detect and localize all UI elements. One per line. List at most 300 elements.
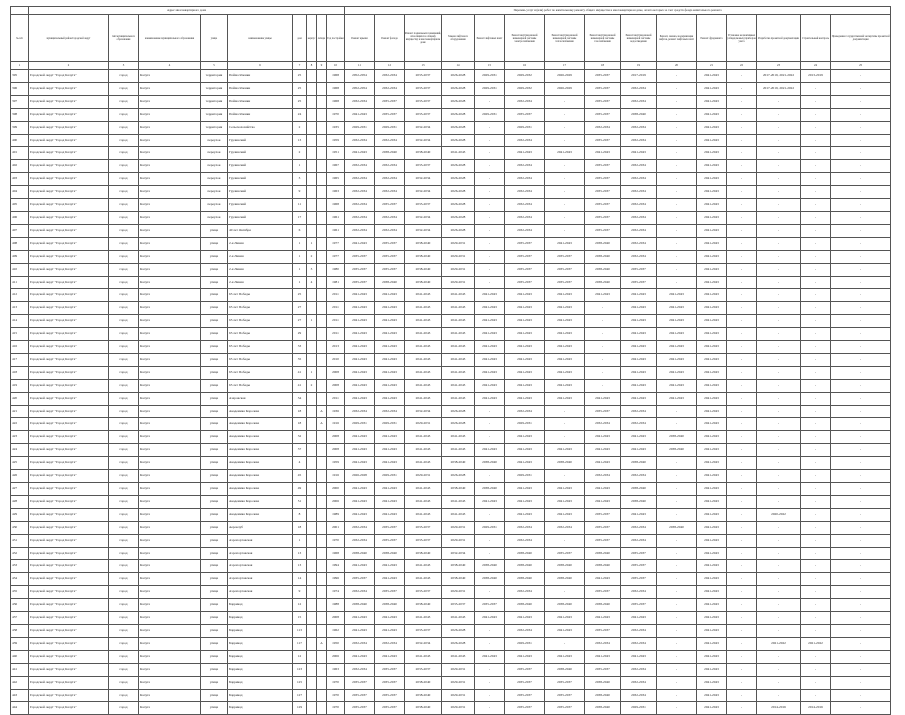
table-cell: Городской округ "Город Калуга" xyxy=(29,650,109,663)
table-cell xyxy=(307,495,317,508)
table-cell: переулок xyxy=(201,173,228,186)
table-cell: - xyxy=(757,199,801,212)
table-cell: 2026-2028 xyxy=(442,405,475,418)
table-cell: 2035-2037 xyxy=(375,521,405,534)
table-cell: - xyxy=(657,199,697,212)
column-header: дом xyxy=(293,15,307,62)
table-cell: - xyxy=(727,237,757,250)
table-cell: - xyxy=(801,457,831,470)
table-cell: 1970 xyxy=(327,534,345,547)
table-cell: 1968 xyxy=(327,95,345,108)
table-cell: 2038-2040 xyxy=(442,560,475,573)
table-cell xyxy=(307,186,317,199)
table-cell: 434 xyxy=(11,573,29,586)
table-cell: 1936 xyxy=(327,405,345,418)
table-cell: 1994 xyxy=(327,560,345,573)
table-cell: Калуга xyxy=(139,160,201,173)
table-cell: 2038-2040 xyxy=(545,599,585,612)
table-cell: 416 xyxy=(11,341,29,354)
column-number: 1 xyxy=(11,62,29,70)
table-cell: 2041-2043 xyxy=(475,392,505,405)
column-number: 10 xyxy=(327,62,345,70)
table-cell: 2038-2040 xyxy=(545,573,585,586)
table-cell: 2026-2028 xyxy=(442,199,475,212)
table-cell: 2008 xyxy=(327,431,345,444)
table-cell: - xyxy=(657,470,697,483)
table-cell: город xyxy=(109,431,139,444)
table-cell: - xyxy=(801,276,831,289)
table-cell: 15 xyxy=(293,612,307,625)
table-cell: 1970 xyxy=(327,689,345,702)
table-cell: 2052-2054 xyxy=(345,70,375,83)
table-cell: 2041-2043 xyxy=(545,341,585,354)
table-cell: Грузинский xyxy=(228,186,293,199)
table-cell: - xyxy=(757,328,801,341)
table-cell: 65 лет Победы xyxy=(228,366,293,379)
table-cell: улица xyxy=(201,328,228,341)
table-cell xyxy=(307,70,317,83)
table-cell: 417 xyxy=(11,353,29,366)
table-cell: 2029-2031 xyxy=(505,121,545,134)
table-cell: 429 xyxy=(11,508,29,521)
table-cell: 2038-2040 xyxy=(657,521,697,534)
table-cell: 2035-2037 xyxy=(375,689,405,702)
table-cell xyxy=(307,624,317,637)
table-cell: 2041-2043 xyxy=(442,508,475,521)
table-cell: Городской округ "Город Калуга" xyxy=(29,147,109,160)
table-cell: город xyxy=(109,328,139,341)
table-cell: 2041-2043 xyxy=(697,624,727,637)
table-cell: - xyxy=(727,599,757,612)
table-cell xyxy=(317,521,327,534)
column-header: улица xyxy=(201,15,228,62)
table-cell: - xyxy=(757,650,801,663)
table-cell: улица xyxy=(201,495,228,508)
table-cell: - xyxy=(545,418,585,431)
table-cell: 2032-2034 xyxy=(405,186,442,199)
table-cell: 2035-2037 xyxy=(375,663,405,676)
table-cell: 2035-2037 xyxy=(545,250,585,263)
column-header: Замена лифтового оборудования xyxy=(442,15,475,62)
table-cell: - xyxy=(585,302,621,315)
table-row xyxy=(11,405,891,418)
table-cell: - xyxy=(801,431,831,444)
table-cell: город xyxy=(109,676,139,689)
table-cell: 2041-2043 xyxy=(697,392,727,405)
table-cell: 2041-2043 xyxy=(621,508,657,521)
table-cell: 2041-2043 xyxy=(345,289,375,302)
table-cell: - xyxy=(727,586,757,599)
table-cell: - xyxy=(475,663,505,676)
table-cell: 2041-2043 xyxy=(697,457,727,470)
table-cell xyxy=(317,612,327,625)
table-cell: - xyxy=(757,431,801,444)
table-cell: Городской округ "Город Калуга" xyxy=(29,302,109,315)
table-cell: 2032-2034 xyxy=(621,405,657,418)
table-cell: 2032-2034 xyxy=(505,405,545,418)
table-cell: 2032-2034 xyxy=(345,405,375,418)
table-cell xyxy=(317,353,327,366)
table-cell xyxy=(317,341,327,354)
table-cell: 2032-2034 xyxy=(375,134,405,147)
table-cell: 403 xyxy=(11,173,29,186)
table-cell: 1968 xyxy=(327,547,345,560)
table-cell: город xyxy=(109,418,139,431)
column-header: Ремонт лифтовых шахт xyxy=(475,15,505,62)
table-cell: Калуга xyxy=(139,82,201,95)
table-cell: 2041-2043 xyxy=(697,560,727,573)
table-cell: 2032-2034 xyxy=(345,173,375,186)
table-cell: 2035-2037 xyxy=(585,199,621,212)
table-cell: 2032-2034 xyxy=(505,534,545,547)
table-cell: 2041-2043 xyxy=(405,341,442,354)
table-cell: город xyxy=(109,186,139,199)
table-cell: 407 xyxy=(11,224,29,237)
table-cell xyxy=(317,302,327,315)
table-cell: 2041-2043 xyxy=(345,457,375,470)
table-cell: 2041-2043 xyxy=(697,444,727,457)
table-row xyxy=(11,160,891,173)
column-header: наименование улицы xyxy=(228,15,293,62)
table-cell: 1963 xyxy=(327,663,345,676)
table-cell: город xyxy=(109,353,139,366)
table-cell: 2038-2040 xyxy=(442,483,475,496)
table-cell: 2041-2043 xyxy=(442,328,475,341)
table-cell: 2035-2037 xyxy=(621,276,657,289)
table-cell xyxy=(307,405,317,418)
table-cell: 2041-2043 xyxy=(405,392,442,405)
table-cell: улица xyxy=(201,650,228,663)
table-cell: - xyxy=(801,263,831,276)
table-cell: - xyxy=(727,573,757,586)
table-cell: 2041-2043 xyxy=(345,237,375,250)
table-cell xyxy=(317,276,327,289)
group-address: Адрес многоквартирного дома xyxy=(29,7,345,15)
table-cell: - xyxy=(727,405,757,418)
table-cell: Калуга xyxy=(139,702,201,715)
table-cell: 45 xyxy=(293,470,307,483)
table-cell: 2035-2037 xyxy=(505,263,545,276)
table-cell: 411 xyxy=(11,276,29,289)
table-cell: 25 xyxy=(293,70,307,83)
table-cell: 2041-2043 xyxy=(405,650,442,663)
table-cell: 2041-2043 xyxy=(375,560,405,573)
table-cell xyxy=(317,95,327,108)
table-cell: 2032-2034 xyxy=(621,624,657,637)
table-cell: Азаровская xyxy=(228,392,293,405)
table-cell: - xyxy=(657,650,697,663)
table-cell: - xyxy=(757,341,801,354)
table-cell: 430 xyxy=(11,521,29,534)
table-cell: улица xyxy=(201,302,228,315)
table-cell: - xyxy=(475,250,505,263)
table-cell: 2041-2043 xyxy=(621,328,657,341)
table-cell: 2032-2034 xyxy=(375,224,405,237)
table-cell: город xyxy=(109,521,139,534)
table-cell xyxy=(317,379,327,392)
table-cell: 2041-2043 xyxy=(375,612,405,625)
table-cell: - xyxy=(801,599,831,612)
table-cell: 2041-2043 xyxy=(345,315,375,328)
table-cell: 2038-2040 xyxy=(375,147,405,160)
table-cell: 2041-2043 xyxy=(697,302,727,315)
table-cell: - xyxy=(757,237,801,250)
table-cell: 2038-2040 xyxy=(405,689,442,702)
table-cell: 2041-2043 xyxy=(697,431,727,444)
table-cell: Калуга xyxy=(139,134,201,147)
table-cell xyxy=(317,470,327,483)
column-number: 9 xyxy=(317,62,327,70)
table-cell: переулок xyxy=(201,160,228,173)
table-cell: - xyxy=(475,211,505,224)
table-cell: 422 xyxy=(11,418,29,431)
column-header: Строительный контроль xyxy=(801,15,831,62)
table-cell xyxy=(317,250,327,263)
table-cell: - xyxy=(475,586,505,599)
table-cell xyxy=(317,211,327,224)
table-cell: 425 xyxy=(11,457,29,470)
table-cell: 2041-2043 xyxy=(697,495,727,508)
table-cell: 2035-2037 xyxy=(585,173,621,186)
table-cell: 2032-2034 xyxy=(505,160,545,173)
table-cell: 2038-2040 xyxy=(475,457,505,470)
table-cell: 2041-2043 xyxy=(697,353,727,366)
table-cell: 2035-2037 xyxy=(585,186,621,199)
table-cell: - xyxy=(801,186,831,199)
table-cell: улица xyxy=(201,315,228,328)
table-cell: 2038-2040 xyxy=(621,108,657,121)
table-cell: 32 xyxy=(293,431,307,444)
table-cell: - xyxy=(727,173,757,186)
table-row xyxy=(11,211,891,224)
table-cell: Калуга xyxy=(139,173,201,186)
table-cell: 2041-2043 xyxy=(621,289,657,302)
table-cell: 2032-2034 xyxy=(345,134,375,147)
table-cell: 2041-2043 xyxy=(697,483,727,496)
table-cell: улица xyxy=(201,263,228,276)
table-row xyxy=(11,199,891,212)
table-cell: 2032-2034 xyxy=(405,173,442,186)
table-cell: 2035-2037 xyxy=(621,560,657,573)
table-cell: 2029-2031 xyxy=(345,418,375,431)
table-cell: - xyxy=(727,547,757,560)
table-cell: - xyxy=(657,108,697,121)
table-cell: Калуга xyxy=(139,341,201,354)
column-header: Год постройки xyxy=(327,15,345,62)
table-cell: - xyxy=(757,379,801,392)
table-cell: - xyxy=(475,199,505,212)
table-cell: 2026-2028 xyxy=(442,70,475,83)
table-cell: 2041-2043 xyxy=(442,444,475,457)
table-cell: город xyxy=(109,508,139,521)
table-cell: - xyxy=(831,199,891,212)
table-cell: 2 xyxy=(293,121,307,134)
table-cell: - xyxy=(727,315,757,328)
table-cell: 426 xyxy=(11,470,29,483)
table-cell: 1962 xyxy=(327,624,345,637)
table-cell: 2035-2037 xyxy=(585,211,621,224)
column-number: 22 xyxy=(727,62,757,70)
table-cell xyxy=(317,366,327,379)
table-cell: 2035-2037 xyxy=(345,276,375,289)
column-number: 21 xyxy=(697,62,727,70)
column-number: 15 xyxy=(475,62,505,70)
column-number: 7 xyxy=(293,62,307,70)
table-cell: - xyxy=(831,82,891,95)
table-cell: Городской округ "Город Калуга" xyxy=(29,250,109,263)
table-cell: 2041-2043 xyxy=(545,612,585,625)
table-cell: - xyxy=(727,612,757,625)
table-cell: - xyxy=(545,199,585,212)
table-cell: Городской округ "Город Калуга" xyxy=(29,431,109,444)
table-cell xyxy=(307,82,317,95)
table-cell: - xyxy=(475,224,505,237)
table-cell: Грузинский xyxy=(228,134,293,147)
table-cell: 2011 xyxy=(327,289,345,302)
table-cell: 33 xyxy=(293,341,307,354)
table-cell xyxy=(317,82,327,95)
table-cell: - xyxy=(831,483,891,496)
table-cell: 2032-2034 xyxy=(621,121,657,134)
table-cell: улица xyxy=(201,676,228,689)
table-cell: 2041-2043 xyxy=(697,276,727,289)
column-header: Ремонт фундамента xyxy=(697,15,727,62)
table-cell: - xyxy=(545,134,585,147)
table-cell: - xyxy=(657,495,697,508)
table-cell xyxy=(317,650,327,663)
table-cell: 2038-2040 xyxy=(585,560,621,573)
table-cell: - xyxy=(801,250,831,263)
table-cell: 2041-2043 xyxy=(345,341,375,354)
column-number: 20 xyxy=(657,62,697,70)
table-row xyxy=(11,599,891,612)
table-cell: 25 xyxy=(293,82,307,95)
table-cell: Городской округ "Город Калуга" xyxy=(29,689,109,702)
table-cell: - xyxy=(831,276,891,289)
table-cell: Калуга xyxy=(139,560,201,573)
table-cell: 2032-2034 xyxy=(345,211,375,224)
table-cell: 2041-2043 xyxy=(697,663,727,676)
table-cell: 2041-2043 xyxy=(442,341,475,354)
table-cell: 2035-2037 xyxy=(505,663,545,676)
table-cell: 2041-2043 xyxy=(621,341,657,354)
table-cell xyxy=(307,534,317,547)
table-cell: 2041-2043 xyxy=(405,289,442,302)
table-cell: город xyxy=(109,637,139,650)
table-cell: - xyxy=(757,353,801,366)
table-cell: - xyxy=(657,560,697,573)
table-cell: 34 xyxy=(293,392,307,405)
table-cell: - xyxy=(757,483,801,496)
table-cell: - xyxy=(727,82,757,95)
table-cell: - xyxy=(657,599,697,612)
table-cell: - xyxy=(657,263,697,276)
table-cell xyxy=(317,315,327,328)
table-cell: 2011 xyxy=(327,315,345,328)
table-cell: 2038-2040 xyxy=(405,599,442,612)
table-cell: город xyxy=(109,315,139,328)
table-cell: 2041-2043 xyxy=(475,379,505,392)
table-cell: 2041-2043 xyxy=(697,637,727,650)
table-cell: 2041-2043 xyxy=(345,650,375,663)
table-cell: 2035-2037 xyxy=(621,263,657,276)
table-cell: 2038-2040 xyxy=(405,547,442,560)
table-cell: - xyxy=(831,134,891,147)
table-cell: - xyxy=(727,121,757,134)
table-cell: Городской округ "Город Калуга" xyxy=(29,573,109,586)
table-cell: 1968 xyxy=(327,82,345,95)
table-cell: - xyxy=(801,405,831,418)
table-cell: - xyxy=(831,573,891,586)
table-cell: - xyxy=(757,160,801,173)
table-cell: 2041-2043 xyxy=(585,612,621,625)
table-row xyxy=(11,315,891,328)
table-cell: Баррикад xyxy=(228,663,293,676)
table-cell: - xyxy=(475,186,505,199)
table-cell: Городской округ "Город Калуга" xyxy=(29,560,109,573)
table-cell: Калуга xyxy=(139,121,201,134)
table-cell: 402 xyxy=(11,160,29,173)
table-cell: 65 лет Победы xyxy=(228,315,293,328)
table-cell: - xyxy=(657,405,697,418)
table-cell: 2041-2043 xyxy=(345,624,375,637)
table-cell: 2026-2028 xyxy=(345,470,375,483)
table-cell: 2041-2043 xyxy=(405,353,442,366)
table-cell: 2041-2043 xyxy=(475,315,505,328)
table-cell: 432 xyxy=(11,547,29,560)
table-cell: А xyxy=(317,405,327,418)
table-cell: улица xyxy=(201,431,228,444)
table-cell: 2041-2043 xyxy=(697,470,727,483)
table-cell: 2000 xyxy=(327,483,345,496)
table-cell: 2041-2043 xyxy=(375,341,405,354)
table-cell: 2041-2043 xyxy=(545,392,585,405)
table-cell: 2041-2043 xyxy=(697,405,727,418)
table-cell: улица xyxy=(201,392,228,405)
table-cell: 2035-2037 xyxy=(545,676,585,689)
table-cell xyxy=(307,328,317,341)
table-cell: Городской округ "Город Калуга" xyxy=(29,534,109,547)
table-cell: 2041-2043 xyxy=(405,379,442,392)
table-cell: 2041-2043 xyxy=(475,444,505,457)
table-cell: - xyxy=(831,341,891,354)
table-cell: 418 xyxy=(11,366,29,379)
table-cell: 2035-2037 xyxy=(585,508,621,521)
table-cell xyxy=(317,289,327,302)
table-cell: 2041-2043 xyxy=(697,121,727,134)
table-cell: - xyxy=(831,392,891,405)
table-cell: 2041-2043 xyxy=(505,650,545,663)
table-cell: территория xyxy=(201,95,228,108)
table-cell: - xyxy=(657,483,697,496)
table-cell: 2 xyxy=(307,250,317,263)
group-works: Перечень услуг и (или) работ по капитальному ремонту общего имущества в многоквартирном доме, оплата которых за счет средств фонда капитального ремонта xyxy=(345,7,891,15)
table-cell: 2032-2034 xyxy=(442,547,475,560)
table-cell: - xyxy=(657,663,697,676)
table-cell: - xyxy=(545,173,585,186)
table-row xyxy=(11,560,891,573)
table-cell: 2038-2040 xyxy=(405,147,442,160)
table-cell: 13 xyxy=(293,134,307,147)
table-cell: 2038-2040 xyxy=(657,431,697,444)
table-row xyxy=(11,495,891,508)
table-cell: 2038-2040 xyxy=(585,250,621,263)
table-cell: 2017-2019 xyxy=(621,70,657,83)
table-cell: - xyxy=(801,379,831,392)
table-cell: - xyxy=(545,431,585,444)
table-cell: 13 xyxy=(293,560,307,573)
table-cell: 2041-2043 xyxy=(405,328,442,341)
